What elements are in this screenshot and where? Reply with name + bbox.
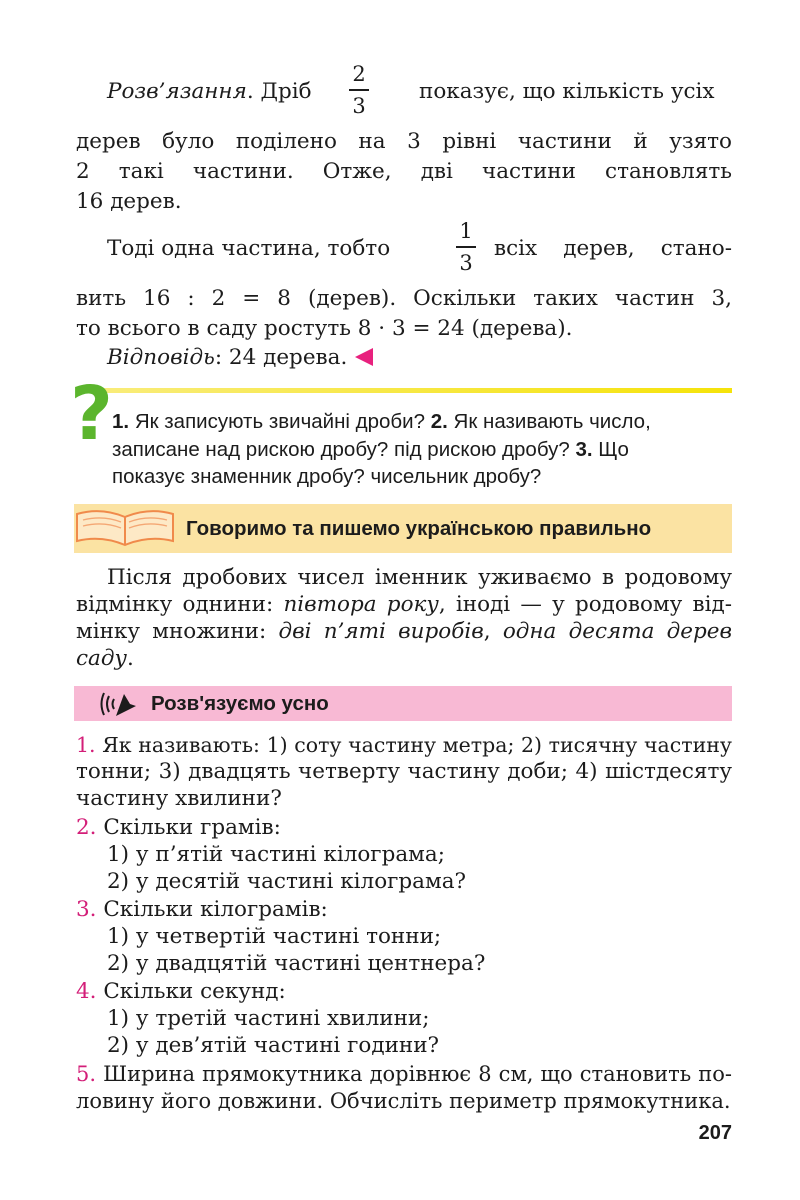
language-line-4: [76, 645, 732, 673]
oral-banner: [74, 686, 732, 721]
task-number: 1.: [76, 733, 96, 757]
task-number: 2.: [76, 815, 97, 840]
language-text: відмінку однини:: [76, 592, 274, 617]
language-example: саду: [76, 646, 127, 671]
question-text: записане над рискою дробу? під рискою дробу?: [112, 438, 570, 461]
fraction-denominator: 3: [352, 93, 366, 118]
answer-label: Відповідь: [107, 345, 215, 370]
solution-label: Розв’язання: [107, 79, 247, 104]
task-text: Скільки секунд:: [103, 979, 286, 1004]
oral-banner-title: Розв'язуємо усно: [151, 692, 329, 715]
task-5-line-1: [76, 1060, 732, 1088]
fraction-numerator: 2: [352, 62, 366, 86]
task-1-line-2: тонни; 3) двадцять четверту частину доби; 4) шістдесяту: [76, 759, 732, 784]
language-line-1: Після дробових чисел іменник уживаємо в родовому: [107, 565, 732, 590]
solution-line-6: вить 16 : 2 = 8 (дерев). Оскільки таких частин 3,: [76, 286, 732, 311]
task-3-line: [76, 896, 732, 924]
question-number: 1.: [112, 410, 130, 433]
task-text: Скільки грамів:: [103, 815, 281, 840]
task-2-item-b: 2) у десятій частині кілограма?: [107, 869, 467, 894]
task-4-line: [76, 978, 732, 1006]
answer-line: [107, 344, 763, 372]
questions-line-3: показує знаменник дробу? чисельник дробу?: [112, 465, 542, 488]
solution-line1-rest: показує, що кількість усіх: [419, 79, 715, 104]
question-mark-icon: ?: [70, 371, 113, 457]
speaking-icon: [98, 689, 138, 719]
language-text: , іноді — у родовому від-: [438, 592, 732, 617]
task-4-item-b: 2) у дев’ятій частині години?: [107, 1033, 440, 1058]
language-text: мінку множини:: [76, 619, 267, 644]
questions-divider: [100, 388, 732, 393]
solution-line-3: 2 такі частини. Отже, дві частини становлять: [76, 159, 732, 184]
page-number: 207: [698, 1122, 732, 1144]
task-number: 3.: [76, 897, 97, 922]
language-example: дві п’яті виробів: [278, 619, 484, 644]
solution-line-5b: всіх дерев, стано-: [494, 236, 732, 261]
task-text: Скільки кілограмів:: [103, 897, 328, 922]
questions-line-2: [112, 436, 732, 464]
language-separator: ,: [483, 619, 491, 644]
fraction-denominator: 3: [459, 250, 473, 275]
question-text: Як записують звичайні дроби?: [134, 410, 426, 433]
answer-text: : 24 дерева.: [214, 345, 348, 370]
open-book-icon: [74, 508, 176, 550]
language-line-2: [76, 591, 732, 619]
fraction-numerator: 1: [459, 219, 473, 243]
solution-line-7: то всього в саду ростуть 8 · 3 = 24 (дерева).: [76, 316, 573, 341]
language-example: одна десята дерев: [502, 619, 732, 644]
task-text: Як називають: 1) соту частину метра; 2) тисячну частину: [102, 733, 732, 757]
task-3-item-b: 2) у двадцятій частині центнера?: [107, 951, 486, 976]
language-example: півтора року: [283, 592, 439, 617]
language-banner: [74, 504, 732, 553]
task-2-line: [76, 814, 732, 842]
task-3-item-a: 1) у четвертій частині тонни;: [107, 924, 442, 949]
question-text: Що: [598, 438, 629, 461]
language-line-3: [76, 618, 732, 646]
solution-word: Дріб: [260, 79, 312, 104]
task-text: Ширина прямокутника дорівнює 8 см, що становить по-: [103, 1062, 732, 1086]
task-1-line-1: [76, 731, 732, 759]
task-number: 5.: [76, 1062, 97, 1086]
solution-line-4: 16 дерев.: [76, 189, 182, 214]
task-5-line-2: ловину його довжини. Обчисліть периметр прямокутника.: [76, 1089, 731, 1113]
questions-line-1: [112, 408, 732, 436]
question-number: 3.: [575, 438, 593, 461]
end-of-solution-triangle-icon: [355, 348, 373, 366]
fraction-two-thirds: [347, 62, 371, 118]
solution-line-1: Розв’язання. Дріб показує, що кількість усіх: [107, 79, 715, 104]
question-text: Як називають число,: [453, 410, 651, 433]
question-number: 2.: [430, 410, 448, 433]
task-2-item-a: 1) у п’ятій частині кілограма;: [107, 842, 445, 867]
task-4-item-a: 1) у третій частині хвилини;: [107, 1006, 430, 1031]
language-text: .: [126, 646, 134, 671]
solution-line-2: дерев було поділено на 3 рівні частини й узято: [76, 129, 732, 154]
fraction-one-third: [454, 219, 478, 275]
task-number: 4.: [76, 979, 97, 1004]
language-banner-title: Говоримо та пишемо українською правильно: [186, 517, 652, 540]
solution-line-5a: Тоді одна частина, тобто: [107, 236, 391, 261]
task-1-line-3: частину хвилини?: [76, 786, 282, 811]
